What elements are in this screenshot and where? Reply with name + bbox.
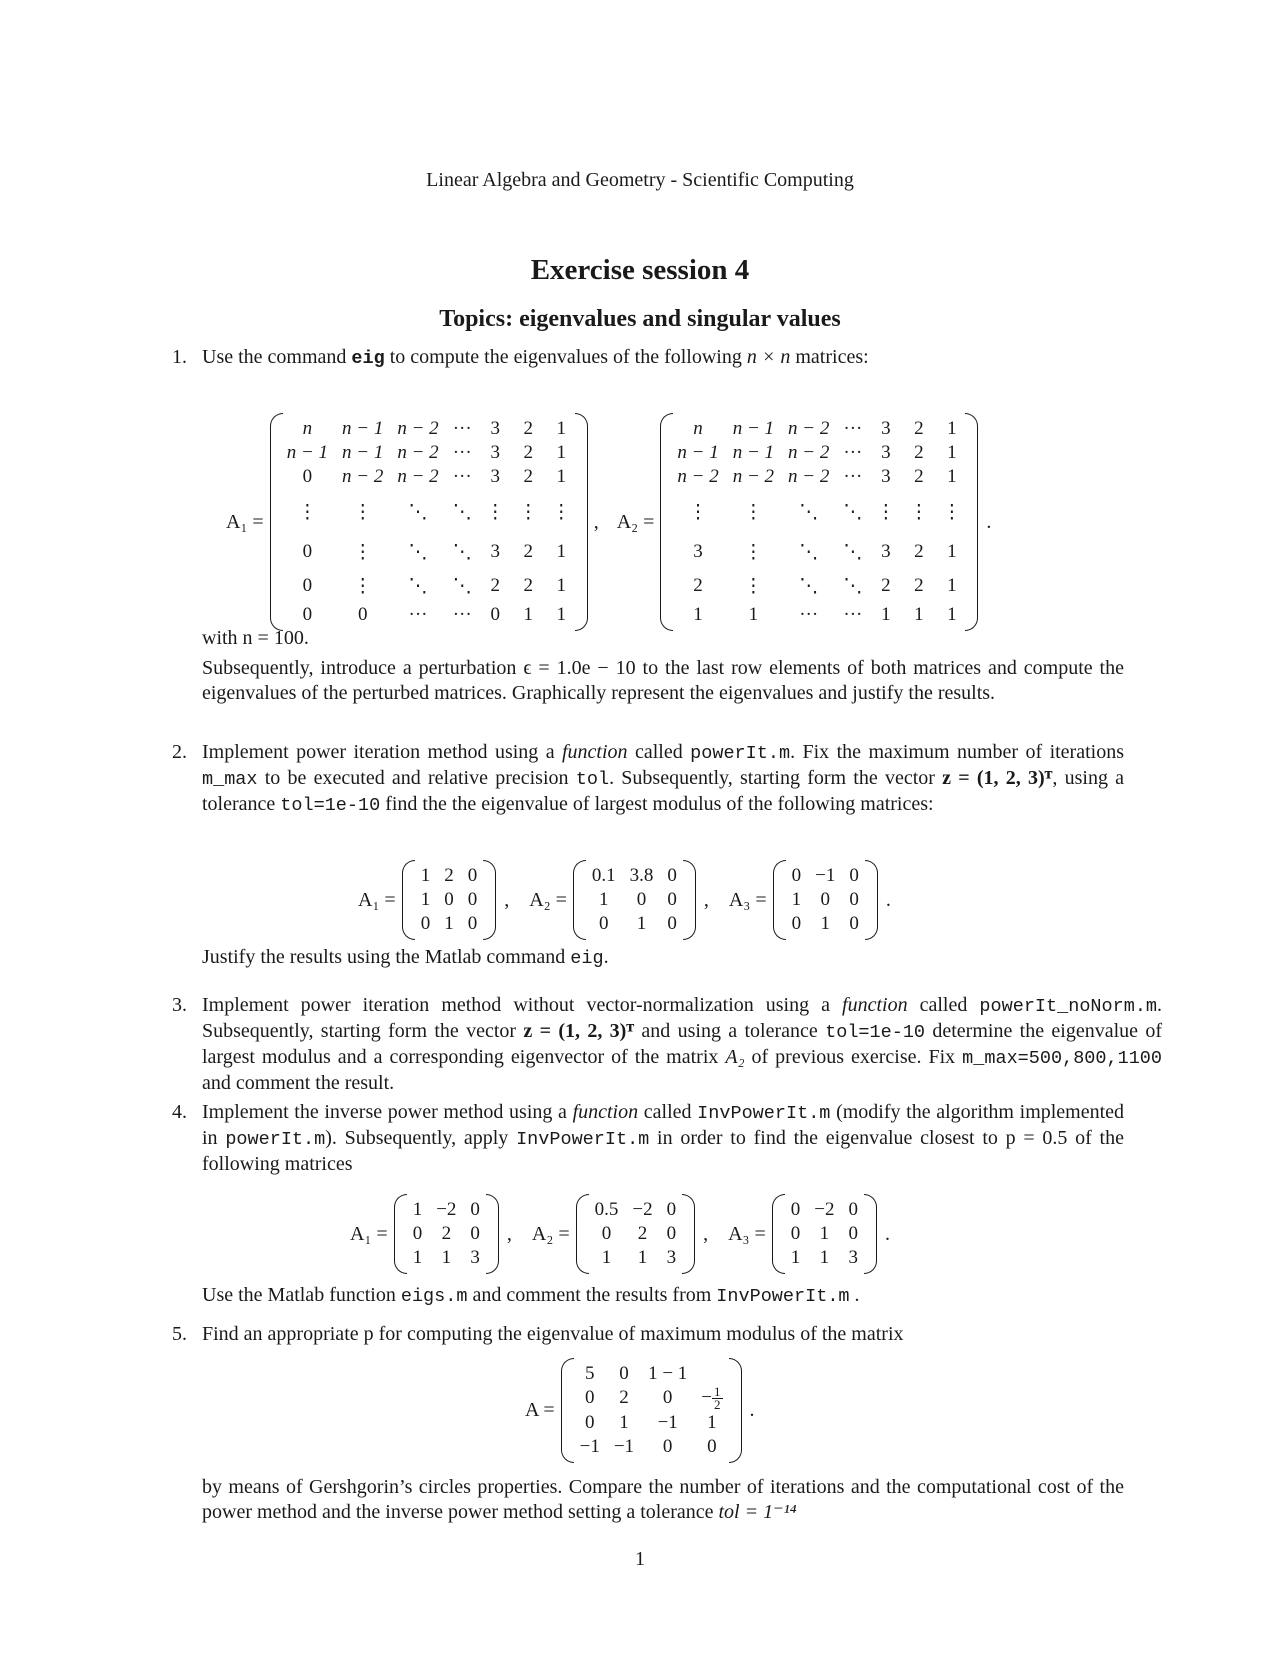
ex5A-cell-2-0: 0: [584, 1411, 595, 1433]
ex2A3-cell-2-1: 1: [820, 913, 830, 934]
ex5-A-label: A =: [525, 1398, 555, 1421]
ex1A2-cell-1-6: 1: [947, 442, 957, 463]
ex4-period: .: [885, 1222, 891, 1245]
ex4-use-a: Use the Matlab function: [202, 1284, 396, 1306]
ex3-t1: Implement power iteration method without vector-normalization using a: [202, 994, 831, 1016]
ex5A-cell-3-1: −1: [613, 1435, 635, 1457]
ex1A2-cell-2-5: 2: [914, 466, 924, 487]
ex3-t6: of previous exercise. Fix: [751, 1046, 956, 1068]
ex2A1-cell-2-2: 0: [467, 913, 478, 934]
ex1A2-cell-3-2: ⋱: [799, 501, 819, 523]
ex1A1-cell-3-3: ⋱: [452, 501, 472, 523]
ex4-use-cmd2: InvPowerIt.m: [716, 1286, 850, 1307]
ex1-matrices: [226, 408, 991, 636]
ex4A1-cell-2-0: 1: [412, 1247, 423, 1268]
ex2A3-cell-0-1: −1: [815, 865, 836, 886]
ex1A1-cell-1-3: ···: [452, 442, 472, 463]
ex2-t1: Implement power iteration method using a: [202, 741, 555, 763]
ex1A2-cell-4-1: ⋮: [743, 541, 763, 563]
ex1A1-cell-4-3: ⋱: [452, 541, 472, 563]
ex1A2-cell-5-2: ⋱: [799, 575, 819, 597]
ex1A1-cell-5-5: 2: [523, 575, 533, 596]
ex1A1-cell-6-0: 0: [302, 604, 313, 625]
ex2-zvec: z = (1, 2, 3)ᵀ: [942, 767, 1053, 789]
ex2-matrix-A3: [773, 864, 878, 936]
ex4-text: [202, 1100, 1124, 1177]
ex5-tol-expr: tol = 1⁻¹⁴: [718, 1501, 797, 1523]
ex4-function-word: function: [572, 1101, 639, 1123]
ex4-fname2: powerIt.m: [225, 1129, 326, 1150]
ex4A1-cell-0-0: 1: [412, 1199, 423, 1220]
ex2-matrix-A1: [402, 864, 497, 936]
ex4A3-cell-1-0: 0: [790, 1223, 801, 1244]
ex4A2-cell-1-2: 0: [666, 1223, 677, 1244]
ex1A1-cell-3-0: ⋮: [297, 501, 317, 523]
ex1A1-cell-6-6: 1: [556, 604, 566, 625]
ex1A1-cell-2-5: 2: [523, 466, 533, 487]
ex4-use-c: .: [854, 1284, 860, 1306]
ex5-intro: Find an appropriate p for computing the eigenvalue of maximum modulus of the matrix: [202, 1323, 904, 1345]
ex4A1-cell-0-1: −2: [436, 1199, 457, 1220]
ex2-A2-label: A₂ =: [529, 888, 567, 911]
ex1A2-cell-4-4: 3: [881, 541, 891, 562]
topics-heading: Topics: eigenvalues and singular values: [439, 306, 841, 332]
ex4-t1: Implement the inverse power method using a: [202, 1101, 567, 1123]
ex4A1-cell-1-2: 0: [470, 1223, 480, 1244]
ex3-number: 3.: [172, 994, 187, 1016]
ex1-size: n × n: [746, 346, 791, 368]
ex5A-cell-1-3: [694, 1383, 729, 1412]
ex1-A1-label: A₁ =: [226, 510, 264, 533]
ex1A1-cell-3-2: ⋱: [408, 501, 428, 523]
ex2A3-cell-1-2: 0: [849, 889, 859, 910]
ex5-matrix-block: [525, 1358, 755, 1462]
ex4A3-cell-0-2: 0: [848, 1199, 859, 1220]
ex4A2-cell-0-2: 0: [666, 1199, 677, 1220]
ex4A3-cell-2-1: 1: [819, 1247, 830, 1268]
ex5-number: 5.: [172, 1323, 187, 1345]
ex5-matrix-A: [561, 1362, 742, 1459]
ex1A2-cell-3-6: ⋮: [942, 501, 962, 523]
ex4-t2: called: [643, 1101, 692, 1123]
ex4A3-cell-0-0: 0: [790, 1199, 801, 1220]
ex2-t3: . Fix the maximum number of iterations: [790, 741, 1124, 763]
ex2A2-cell-2-1: 1: [636, 913, 647, 934]
ex1A1-cell-4-4: 3: [490, 541, 500, 562]
ex1A1-cell-3-6: ⋮: [551, 501, 571, 523]
ex4-A3-label: A₃ =: [728, 1222, 766, 1245]
ex1A2-cell-4-0: 3: [693, 541, 703, 562]
ex5A-cell-3-2: 0: [662, 1435, 673, 1457]
fraction-one-half: [712, 1383, 723, 1412]
ex2-period: .: [885, 888, 891, 911]
ex1A2-cell-6-4: 1: [881, 604, 891, 625]
ex1A2-cell-6-3: ···: [843, 604, 863, 625]
ex4-matrix-A2: [576, 1198, 695, 1270]
ex5A-cell-0-1: 0: [619, 1362, 629, 1384]
ex1A1-cell-4-1: ⋮: [353, 541, 373, 563]
ex1A2-cell-0-2: n − 2: [788, 418, 830, 439]
ex1A2-cell-0-1: n − 1: [732, 418, 775, 439]
ex4A1-cell-0-2: 0: [470, 1199, 480, 1220]
ex4A2-cell-2-0: 1: [601, 1247, 612, 1268]
ex1A1-cell-2-2: n − 2: [397, 466, 439, 487]
ex2A3-cell-1-0: 1: [791, 889, 802, 910]
ex1A1-cell-2-1: n − 2: [342, 466, 384, 487]
ex4A3-cell-1-1: 1: [819, 1223, 830, 1244]
ex5-period: .: [749, 1398, 755, 1421]
ex1A2-cell-2-6: 1: [947, 466, 957, 487]
ex5A-cell-3-0: −1: [579, 1435, 600, 1457]
ex5A-cell-3-3: 0: [707, 1435, 717, 1457]
ex2-tol: tol: [575, 769, 610, 790]
ex1A1-cell-6-4: 0: [490, 604, 500, 625]
ex1-intro: [202, 345, 1162, 371]
ex3-text: [202, 993, 1162, 1096]
ex1A2-cell-6-5: 1: [914, 604, 924, 625]
ex1A1-cell-2-6: 1: [556, 466, 566, 487]
ex1A2-cell-3-1: ⋮: [743, 501, 763, 523]
ex1A1-cell-3-1: ⋮: [353, 501, 373, 523]
ex4A3-cell-1-2: 0: [848, 1223, 859, 1244]
ex4A3-cell-2-0: 1: [790, 1247, 801, 1268]
ex3-fname: powerIt_noNorm.m: [979, 996, 1158, 1017]
ex2A2-cell-1-0: 1: [599, 889, 609, 910]
ex5A-cell-0-0: 5: [584, 1362, 595, 1384]
ex2-comma-2: ,: [703, 888, 709, 911]
ex1A1-cell-5-4: 2: [490, 575, 500, 596]
ex3-t2: called: [919, 994, 968, 1016]
ex3-function-word: function: [842, 994, 908, 1016]
ex1-period: .: [986, 510, 992, 533]
ex1A2-cell-5-6: 1: [947, 575, 957, 596]
ex1A1-cell-1-1: n − 1: [342, 442, 384, 463]
ex4-comma-2: ,: [703, 1222, 709, 1245]
ex2-text: [202, 740, 1124, 818]
fraction-numerator: 1: [714, 1383, 721, 1399]
ex1A1-cell-5-2: ⋱: [408, 575, 428, 597]
ex4A2-cell-0-0: 0.5: [594, 1199, 619, 1220]
ex1A1-cell-4-0: 0: [302, 541, 313, 562]
ex1A2-cell-5-5: 2: [914, 575, 924, 596]
ex1A2-cell-1-5: 2: [914, 442, 924, 463]
ex1A2-cell-4-3: ⋱: [843, 541, 863, 563]
ex2-function-word: function: [562, 741, 628, 763]
ex5A-cell-1-1: 2: [619, 1387, 629, 1408]
ex3-t4: and using a tolerance: [641, 1020, 818, 1042]
ex4-comma-1: ,: [506, 1222, 512, 1245]
page-number: 1: [635, 1548, 645, 1570]
ex4-matrix-A1: [394, 1198, 499, 1270]
ex1A1-cell-1-6: 1: [556, 442, 566, 463]
ex2A1-cell-2-0: 0: [420, 913, 431, 934]
ex2A1-cell-1-1: 0: [444, 889, 454, 910]
ex2A3-cell-0-0: 0: [791, 865, 802, 886]
ex1A1-cell-6-5: 1: [523, 604, 533, 625]
ex5A-cell-2-3: 1: [707, 1411, 717, 1433]
ex1A2-cell-6-1: 1: [748, 604, 759, 625]
ex1A2-cell-5-1: ⋮: [743, 575, 763, 597]
ex4-t3: (modify the algorithm implemented in: [202, 1101, 1125, 1149]
ex4A1-cell-2-1: 1: [441, 1247, 452, 1268]
ex2-tolval: tol=1e-10: [280, 795, 381, 816]
ex2A2-cell-0-0: 0.1: [591, 865, 616, 886]
ex1A1-cell-0-5: 2: [523, 418, 533, 439]
fraction-denominator: 2: [714, 1396, 721, 1412]
ex3-mmax: m_max=500,800,1100: [962, 1048, 1163, 1069]
ex4A1-cell-1-1: 2: [441, 1223, 452, 1244]
ex1A2-cell-2-1: n − 2: [732, 466, 775, 487]
ex2-justify-cmd: eig: [570, 948, 604, 969]
ex1A2-cell-4-5: 2: [914, 541, 924, 562]
ex1A1-cell-1-2: n − 2: [397, 442, 439, 463]
ex2-t4: to be executed and relative precision: [264, 767, 569, 789]
ex3-zvec: z = (1, 2, 3)ᵀ: [523, 1020, 635, 1042]
ex1A2-cell-2-3: ···: [843, 466, 863, 487]
ex4A1-cell-2-2: 3: [470, 1247, 480, 1268]
ex4-t5: in order to find the eigenvalue closest to p = 0.5 of the following matrices: [202, 1127, 1124, 1175]
ex3-matref: A₂: [725, 1046, 745, 1068]
ex1A1-cell-0-4: 3: [490, 418, 500, 439]
ex4-use-b: and comment the results from: [472, 1284, 712, 1306]
ex2A2-cell-0-2: 0: [667, 865, 677, 886]
ex2-t5: . Subsequently, starting form the vector: [609, 767, 935, 789]
ex4-number: 4.: [172, 1101, 187, 1123]
ex1A2-cell-4-2: ⋱: [799, 541, 819, 563]
ex2A3-cell-2-0: 0: [791, 913, 802, 934]
ex4-matrices: [350, 1192, 890, 1276]
ex5-text: [202, 1475, 1124, 1525]
ex1A2-cell-3-5: ⋮: [909, 501, 929, 523]
ex1A1-cell-1-5: 2: [523, 442, 533, 463]
ex1A2-cell-6-0: 1: [693, 604, 703, 625]
ex4A1-cell-1-0: 0: [412, 1223, 423, 1244]
ex1A1-cell-1-4: 3: [490, 442, 500, 463]
ex5-t2: by means of Gershgorin’s circles properties. Compare the number of iterations and the computational cost of the power method and the inverse power method setting a tolerance: [202, 1476, 1124, 1523]
ex5A-cell-1-2: 0: [662, 1387, 673, 1408]
ex2-fname: powerIt.m: [690, 743, 791, 764]
ex3-tolval: tol=1e-10: [825, 1022, 926, 1043]
ex1A2-cell-6-2: ···: [799, 604, 819, 625]
ex1A1-cell-2-3: ···: [452, 466, 472, 487]
ex1A2-cell-2-0: n − 2: [677, 466, 719, 487]
ex1A1-cell-5-1: ⋮: [353, 575, 373, 597]
minus-sign: −: [701, 1386, 712, 1408]
ex1-lead-c: matrices:: [795, 346, 869, 368]
ex2-number: 2.: [172, 741, 187, 763]
ex4A2-cell-1-0: 0: [601, 1223, 612, 1244]
ex1A2-cell-5-3: ⋱: [843, 575, 863, 597]
ex4-matrix-A3: [772, 1198, 877, 1270]
ex1A2-cell-1-0: n − 1: [677, 442, 719, 463]
ex1-comma: ,: [593, 510, 599, 533]
ex1A1-cell-4-5: 2: [523, 541, 533, 562]
ex2A1-cell-2-1: 1: [444, 913, 454, 934]
ex4A3-cell-2-2: 3: [848, 1247, 859, 1268]
ex5A-cell-2-1: 1: [619, 1411, 629, 1433]
ex2A1-cell-1-0: 1: [420, 889, 431, 910]
ex1-lead-b: to compute the eigenvalues of the following: [389, 346, 742, 368]
ex1A2-cell-3-0: ⋮: [688, 501, 708, 523]
ex2-justify-a: Justify the results using the Matlab command: [202, 946, 566, 968]
ex4A3-cell-0-1: −2: [814, 1199, 835, 1220]
ex2-A3-label: A₃ =: [728, 888, 767, 911]
ex2-comma-1: ,: [504, 888, 510, 911]
ex1A2-cell-0-4: 3: [881, 418, 891, 439]
ex2-A1-label: A₁ =: [358, 888, 396, 911]
ex1A1-cell-2-0: 0: [302, 466, 313, 487]
ex1A2-cell-2-4: 3: [881, 466, 891, 487]
ex5A-cell-0-3: [694, 1362, 729, 1386]
ex1A1-cell-5-0: 0: [302, 575, 313, 596]
ex1A1-cell-3-5: ⋮: [518, 501, 538, 523]
ex2-matrix-A2: [573, 864, 696, 936]
ex1A1-cell-0-2: n − 2: [397, 418, 439, 439]
ex1-with-n: with n = 100.: [202, 627, 309, 649]
ex4-fname3: InvPowerIt.m: [516, 1129, 650, 1150]
ex1A1-cell-6-3: ···: [452, 604, 472, 625]
ex2A3-cell-2-2: 0: [849, 913, 859, 934]
ex1A2-cell-6-6: 1: [947, 604, 957, 625]
ex1A2-cell-0-3: ···: [843, 418, 863, 439]
ex3-t7: and comment the result.: [202, 1072, 395, 1094]
ex2A1-cell-0-2: 0: [467, 865, 478, 886]
ex1-A2-label: A₂ =: [616, 510, 655, 533]
ex5A-cell-0-2: 1 − 1: [648, 1362, 688, 1384]
ex2-justify-b: .: [603, 946, 609, 968]
ex1A2-cell-1-3: ···: [843, 442, 863, 463]
ex2A1-cell-0-0: 1: [420, 865, 431, 886]
ex1A2-cell-4-6: 1: [947, 541, 957, 562]
ex1A1-cell-6-2: ···: [408, 604, 428, 625]
ex1A1-cell-3-4: ⋮: [485, 501, 505, 523]
ex1A2-cell-3-3: ⋱: [843, 501, 863, 523]
ex1-cmd: eig: [351, 348, 385, 369]
page-title: Exercise session 4: [530, 254, 750, 286]
ex2A2-cell-1-2: 0: [667, 889, 677, 910]
ex1A1-cell-1-0: n − 1: [286, 442, 329, 463]
ex2A2-cell-1-1: 0: [636, 889, 647, 910]
ex1-matrix-A2: [660, 417, 978, 627]
ex1A1-cell-2-4: 3: [490, 466, 500, 487]
ex1A2-cell-1-4: 3: [881, 442, 891, 463]
ex2-matrices: [358, 858, 891, 942]
running-header: Linear Algebra and Geometry - Scientific Computing: [426, 169, 854, 191]
ex2-justify: [202, 945, 609, 971]
ex4-A2-label: A₂ =: [531, 1222, 570, 1245]
ex2A2-cell-2-0: 0: [599, 913, 609, 934]
ex1A1-cell-0-1: n − 1: [342, 418, 384, 439]
ex4A2-cell-0-1: −2: [632, 1199, 653, 1220]
ex1A1-cell-5-3: ⋱: [452, 575, 472, 597]
ex4A2-cell-2-2: 3: [666, 1247, 677, 1268]
ex2A1-cell-0-1: 2: [444, 865, 454, 886]
ex2A1-cell-1-2: 0: [467, 889, 478, 910]
ex1A2-cell-0-0: n: [693, 418, 703, 439]
ex2A2-cell-0-1: 3.8: [629, 865, 654, 886]
ex1A2-cell-1-2: n − 2: [788, 442, 830, 463]
ex5A-cell-2-2: −1: [657, 1411, 678, 1433]
ex4-fname: InvPowerIt.m: [697, 1103, 831, 1124]
ex4-t4: ). Subsequently, apply: [325, 1127, 509, 1149]
ex4-A1-label: A₁ =: [350, 1222, 388, 1245]
ex1A2-cell-5-4: 2: [881, 575, 891, 596]
ex4A2-cell-1-1: 2: [637, 1223, 648, 1244]
ex1-perturbation-text: Subsequently, introduce a perturbation ϵ = 1.0e − 10 to the last row elements of both matrices and compute the eigenvalues of the perturbed matrices. Graphically represent the eigenvalues and justify the results.: [202, 657, 1124, 704]
ex1A1-cell-4-2: ⋱: [408, 541, 428, 563]
ex1A2-cell-1-1: n − 1: [732, 442, 775, 463]
ex1-lead-a: Use the command: [202, 346, 347, 368]
ex1A1-cell-0-0: n: [302, 418, 313, 439]
ex1A1-cell-5-6: 1: [556, 575, 566, 596]
ex1A1-cell-0-3: ···: [452, 418, 472, 439]
ex1-matrix-A1: [270, 417, 588, 627]
ex5A-cell-1-0: 0: [584, 1387, 595, 1408]
ex2-t7: find the the eigenvalue of largest modulus of the following matrices:: [385, 793, 934, 815]
ex4A2-cell-2-1: 1: [637, 1247, 648, 1268]
ex2A3-cell-0-2: 0: [849, 865, 859, 886]
ex1A1-cell-0-6: 1: [556, 418, 566, 439]
ex4-use-cmd: eigs.m: [400, 1286, 468, 1307]
ex2A3-cell-1-1: 0: [820, 889, 830, 910]
ex1A2-cell-0-6: 1: [947, 418, 957, 439]
ex2A2-cell-2-2: 0: [667, 913, 677, 934]
ex1A1-cell-4-6: 1: [556, 541, 566, 562]
ex1A2-cell-2-2: n − 2: [788, 466, 830, 487]
ex2-t6: , using a tolerance: [202, 767, 1125, 815]
ex2-t2: called: [634, 741, 683, 763]
ex4-use: [202, 1283, 860, 1309]
ex1A2-cell-5-0: 2: [693, 575, 703, 596]
ex1A2-cell-0-5: 2: [914, 418, 924, 439]
ex3-t5: determine the eigenvalue of largest modulus and a corresponding eigenvector of the matrix: [202, 1020, 1163, 1068]
ex1-number: 1.: [172, 346, 187, 368]
ex3-t3: . Subsequently, starting form the vector: [202, 994, 1163, 1042]
ex2-mmax: m_max: [202, 769, 258, 790]
ex1A1-cell-6-1: 0: [357, 604, 368, 625]
ex1A2-cell-3-4: ⋮: [876, 501, 896, 523]
